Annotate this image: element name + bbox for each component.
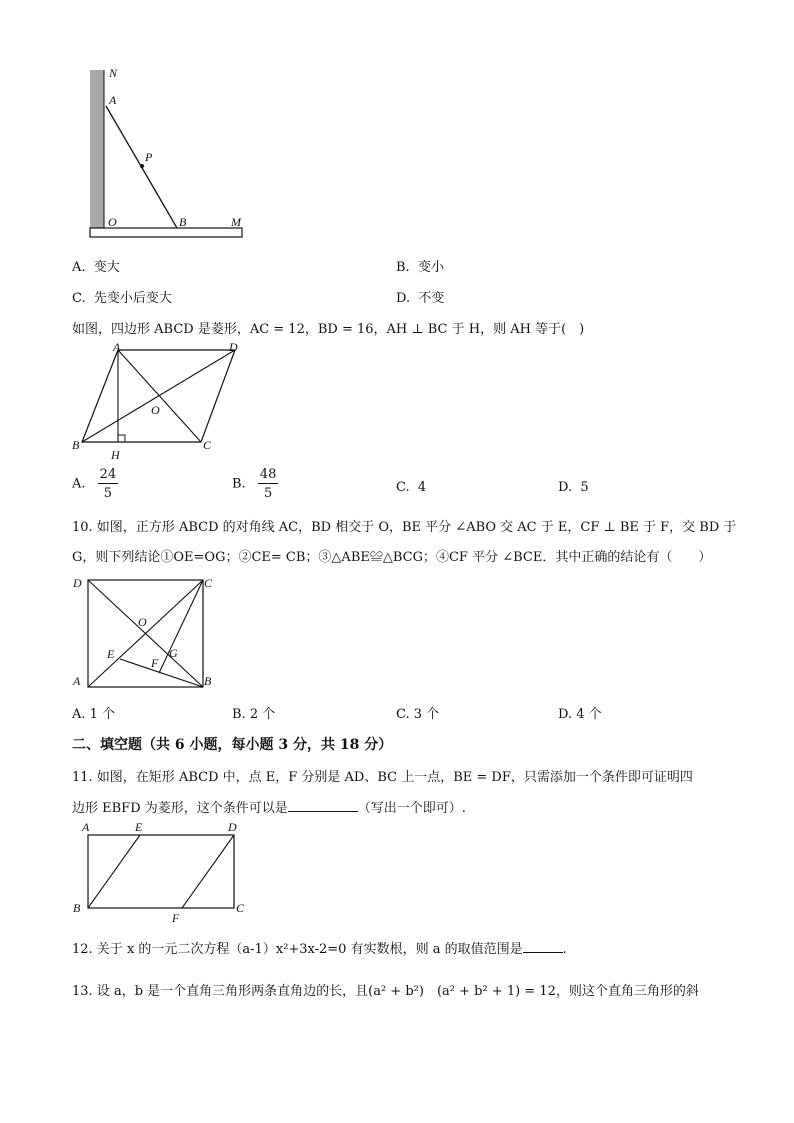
label-h: H [111,448,120,462]
label-e: E [135,820,143,834]
q11-answer-blank[interactable] [288,799,358,812]
label-f: F [151,656,159,670]
label-b: B [73,901,81,915]
q10-option-d[interactable]: D. 4 个 [558,707,602,722]
label-b: B [179,215,187,229]
section-title: 二、填空题（共 6 小题，每小题 3 分，共 18 分） [72,737,393,753]
label-p: P [145,150,153,164]
label-a: A [109,93,117,107]
wall [90,70,104,228]
q12-stem: 12. 关于 x 的一元二次方程（a-1）x²+3x-2=0 有实数根，则 a 的取值范围是 . [72,942,567,957]
q10-option-c[interactable]: C. 3 个 [396,707,440,722]
q9-option-d[interactable]: D. 5 [558,480,589,495]
label-o: O [151,403,160,417]
label-a: A [73,674,81,688]
q10-option-a[interactable]: A. 1 个 [72,707,116,722]
q8-option-c[interactable]: C. 先变小后变大 [72,291,172,306]
q12-answer-blank[interactable] [523,940,563,953]
q8-option-b[interactable]: B. 变小 [396,260,444,275]
segment-be [120,659,203,687]
point-p [140,164,144,168]
q10-stem-line2: G，则下列结论①OE=OG；②CE= CB；③△ABE≌△BCG；④CF 平分 ∠BCE．其中正确的结论有（ ） [72,550,712,565]
q9-option-a[interactable]: A. $\frac{24}{5}$ [72,467,117,501]
label-e: E [107,647,115,661]
label-a: A [113,340,121,354]
figure-ladder [85,62,250,242]
q9-option-c[interactable]: C. 4 [396,480,427,495]
label-d: D [73,576,82,590]
label-o: O [138,615,147,629]
q9-option-b[interactable]: B. $\frac{48}{5}$ [232,467,277,501]
label-b: B [72,438,80,452]
label-m: M [231,215,241,229]
label-d: D [229,340,238,354]
label-f: F [172,911,180,925]
label-a: A [82,820,90,834]
q11-stem-line1: 11. 如图，在矩形 ABCD 中，点 E，F 分别是 AD、BC 上一点，BE = DF，只需添加一个条件即可证明四 [72,770,693,785]
segment-be [88,835,140,908]
q10-option-b[interactable]: B. 2 个 [232,707,276,722]
label-d: D [228,820,237,834]
label-c: C [203,438,212,452]
q13-stem: 13. 设 a，b 是一个直角三角形两条直角边的长，且(a² + b²) (a² + b² + 1) = 12，则这个直角三角形的斜 [72,984,699,999]
label-o: O [108,215,117,229]
right-angle-mark [118,435,125,442]
label-c: C [236,901,245,915]
segment-df [182,835,234,908]
label-g: G [169,646,178,660]
segment-cf [159,580,203,673]
q8-option-d[interactable]: D. 不变 [396,291,445,306]
figure-rhombus [68,338,248,463]
figure-rectangle [68,815,258,927]
diagonal-bd [82,350,235,442]
label-b: B [204,674,212,688]
label-c: C [204,576,213,590]
ground [90,228,242,237]
label-n: N [109,66,118,80]
q9-stem: 如图，四边形 ABCD 是菱形，AC = 12，BD = 16，AH ⊥ BC 于 H，则 AH 等于( ) [72,322,585,337]
rectangle-abcd [88,835,234,908]
q8-option-a[interactable]: A. 变大 [72,260,120,275]
q10-stem-line1: 10. 如图，正方形 ABCD 的对角线 AC，BD 相交于 O，BE 平分 ∠ABO 交 AC 于 E，CF ⊥ BE 于 F，交 BD 于 [72,520,737,535]
figure-square [68,570,223,695]
q11-stem-line2: 边形 EBFD 为菱形，这个条件可以是 （写出一个即可）. [72,801,466,816]
